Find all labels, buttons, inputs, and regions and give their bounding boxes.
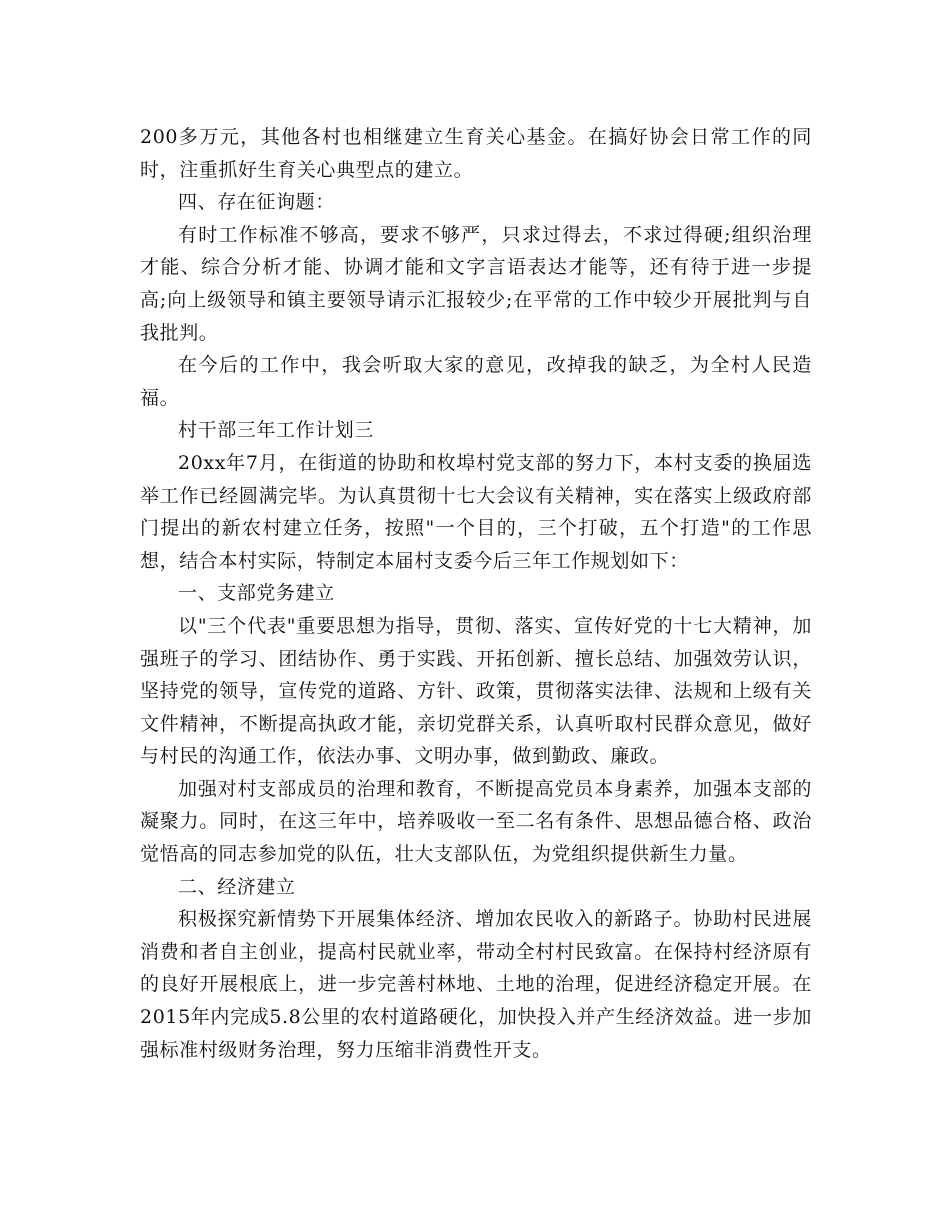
paragraph-problems: 有时工作标准不够高，要求不够严，只求过得去，不求过得硬;组织治理才能、综合分析才能、协调才能和文字言语表达才能等，还有待于进一步提高;向上级领导和镇主要领导请示汇报较少;在平常的工作中较少开展批判与自我批判。 xyxy=(140,223,812,344)
paragraph-economy: 积极探究新情势下开展集体经济、增加农民收入的新路子。协助村民进展消费和者自主创业，提高村民就业率，带动全村村民致富。在保持村经济原有的良好开展根底上，进一步完善村林地、土地的治理，促进经济稳定开展。在2015年内完成5.8公里的农村道路硬化，加快投入并产生经济效益。进一步加强标准村级财务治理，努力压缩非消费性开支。 xyxy=(140,908,812,1061)
heading-plan-three: 村干部三年工作计划三 xyxy=(178,419,375,442)
heading-economy: 二、经济建立 xyxy=(178,875,296,898)
paragraph-party-members: 加强对村支部成员的治理和教育，不断提高党员本身素养，加强本支部的凝聚力。同时，在这三年中，培养吸收一至二名有条件、思想品德合格、政治觉悟高的同志参加党的队伍，壮大支部队伍，为党组织提供新生力量。 xyxy=(140,777,812,866)
paragraph-party-guidance: 以"三个代表"重要思想为指导，贯彻、落实、宣传好党的十七大精神，加强班子的学习、团结协作、勇于实践、开拓创新、擅长总结、加强效劳认识，坚持党的领导，宣传党的道路、方针、政策，贯彻落实法律、法规和上级有关文件精神，不断提高执政才能，亲切党群关系，认真听取村民群众意见，做好与村民的沟通工作，依法办事、文明办事，做到勤政、廉政。 xyxy=(140,614,812,768)
heading-problems: 四、存在征询题： xyxy=(178,191,335,214)
paragraph-future: 在今后的工作中，我会听取大家的意见，改掉我的缺乏，为全村人民造福。 xyxy=(140,354,812,409)
paragraph-intro: 20xx年7月，在街道的协助和枚埠村党支部的努力下，本村支委的换届选举工作已经圆满完毕。为认真贯彻十七大会议有关精神，实在落实上级政府部门提出的新农村建立任务，按照"一个目的，三个打破，五个打造"的工作思想，结合本村实际，特制定本届村支委今后三年工作规划如下： xyxy=(140,451,812,572)
paragraph-continuation: 200多万元，其他各村也相继建立生育关心基金。在搞好协会日常工作的同时，注重抓好生育关心典型点的建立。 xyxy=(140,126,812,181)
document-body xyxy=(140,121,812,1066)
heading-party-building: 一、支部党务建立 xyxy=(178,582,335,605)
